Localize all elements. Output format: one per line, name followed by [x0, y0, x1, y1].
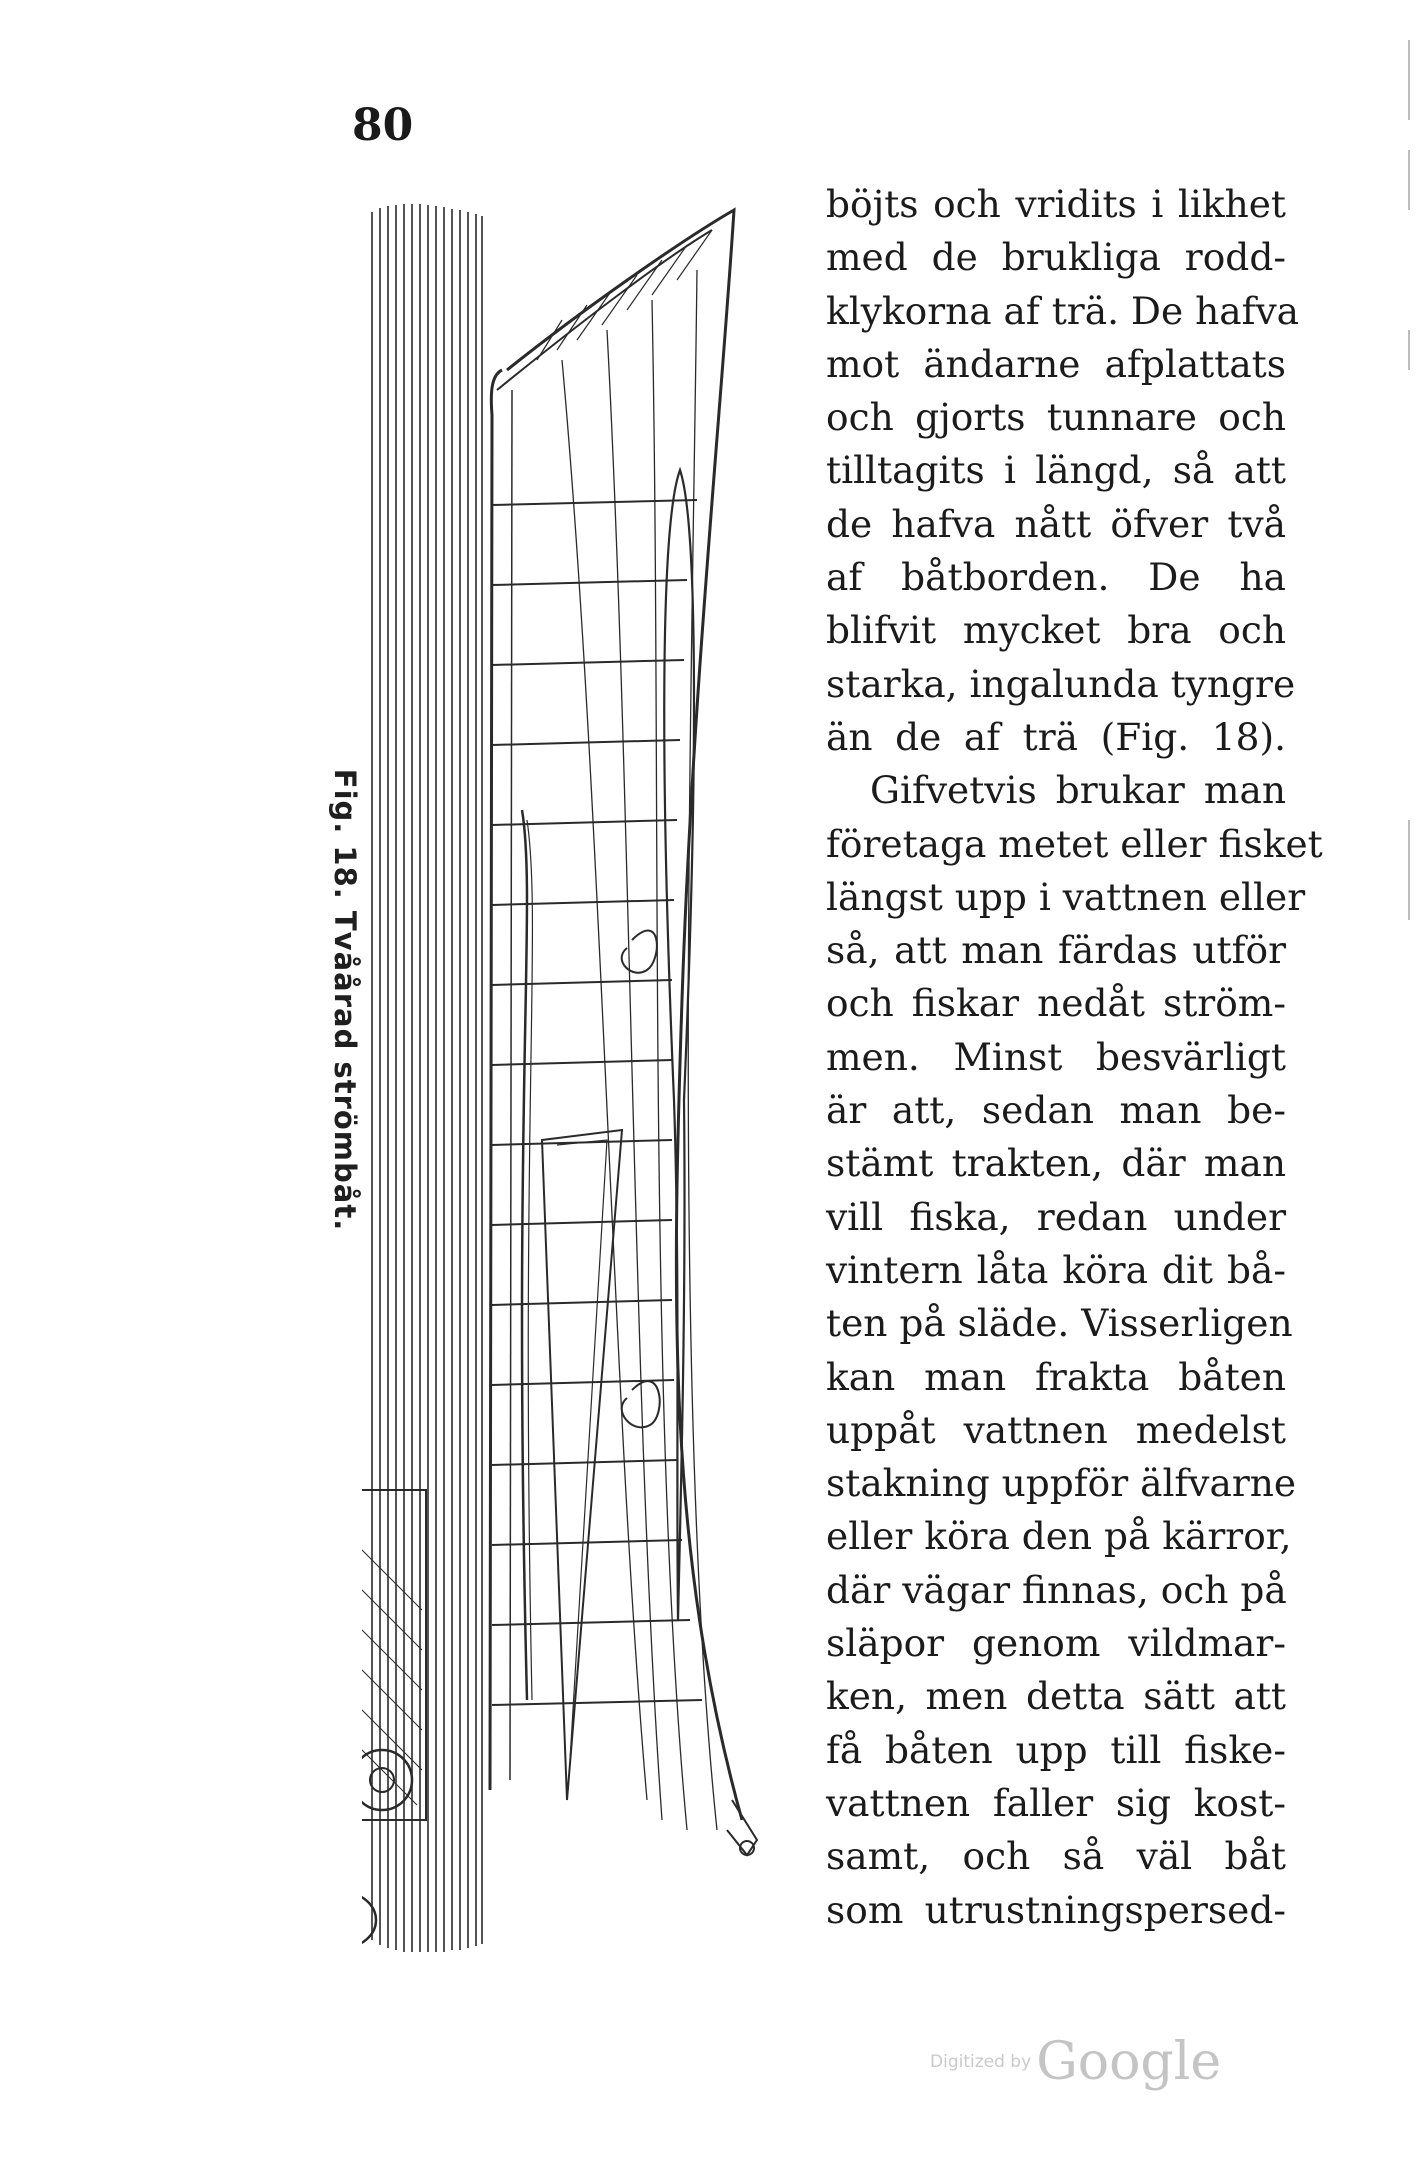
text-line: böjts och vridits i likhet — [826, 182, 1286, 226]
figure-caption-text: Fig. 18. Tvåårad strömbåt. — [328, 768, 362, 1232]
text-line: än de af trä (Fig. 18). — [826, 714, 1286, 759]
text-line: vattnen faller sig kost- — [826, 1780, 1286, 1825]
page-edge-mark — [1408, 330, 1410, 370]
text-line: men. Minst besvärligt — [826, 1034, 1286, 1079]
text-line: uppåt vattnen medelst — [826, 1407, 1286, 1452]
text-line: mot ändarne afplattats — [826, 341, 1286, 386]
text-line: ten på släde. Visserligen — [826, 1301, 1293, 1346]
text-line: längst upp i vattnen eller — [826, 874, 1306, 919]
text-line: tilltagits i längd, så att — [826, 448, 1286, 493]
text-line: som utrustningspersed- — [826, 1887, 1286, 1932]
text-line: släpor genom vildmar- — [826, 1621, 1286, 1666]
page-edge-mark — [1408, 40, 1410, 120]
text-line: vill fiska, redan under — [826, 1194, 1286, 1239]
text-line: blifvit mycket bra och — [826, 608, 1286, 653]
text-line: och gjorts tunnare och — [826, 395, 1286, 440]
text-line: samt, och så väl båt — [826, 1834, 1286, 1879]
text-line: där vägar finnas, och på — [826, 1567, 1287, 1612]
text-line: klykorna af trä. De hafva — [826, 288, 1300, 333]
boat-illustration — [362, 200, 802, 1980]
page-edge-mark — [1408, 820, 1410, 920]
text-line: ken, men detta sätt att — [826, 1674, 1286, 1719]
text-line: stakning uppför älfvarne — [826, 1461, 1297, 1506]
text-line: eller köra den på kärror, — [826, 1514, 1292, 1559]
text-line: kan man frakta båten — [826, 1354, 1286, 1399]
text-line: stämt trakten, där man — [826, 1141, 1286, 1186]
page-edge-mark — [1408, 150, 1410, 210]
digitized-watermark — [930, 2032, 1221, 2092]
text-line: af båtborden. De ha — [826, 555, 1286, 600]
text-line: så, att man färdas utför — [826, 928, 1286, 973]
text-line: med de brukliga rodd- — [826, 235, 1286, 280]
text-line: vintern låta köra dit bå- — [826, 1247, 1286, 1292]
text-line: få båten upp till fiske- — [826, 1727, 1286, 1772]
text-line: är att, sedan man be- — [826, 1088, 1286, 1133]
body-text — [826, 178, 1323, 1937]
page-number: 80 — [352, 100, 414, 151]
watermark-prefix: Digitized by — [930, 2052, 1032, 2072]
text-line: Gifvetvis brukar man — [870, 768, 1286, 813]
text-line: starka, ingalunda tyngre — [826, 661, 1296, 706]
watermark-brand: Google — [1036, 2032, 1222, 2092]
text-line: och fiskar nedåt ström- — [826, 981, 1286, 1026]
text-line: företaga metet eller fisket — [826, 821, 1323, 866]
text-line: de hafva nått öfver två — [826, 501, 1286, 546]
